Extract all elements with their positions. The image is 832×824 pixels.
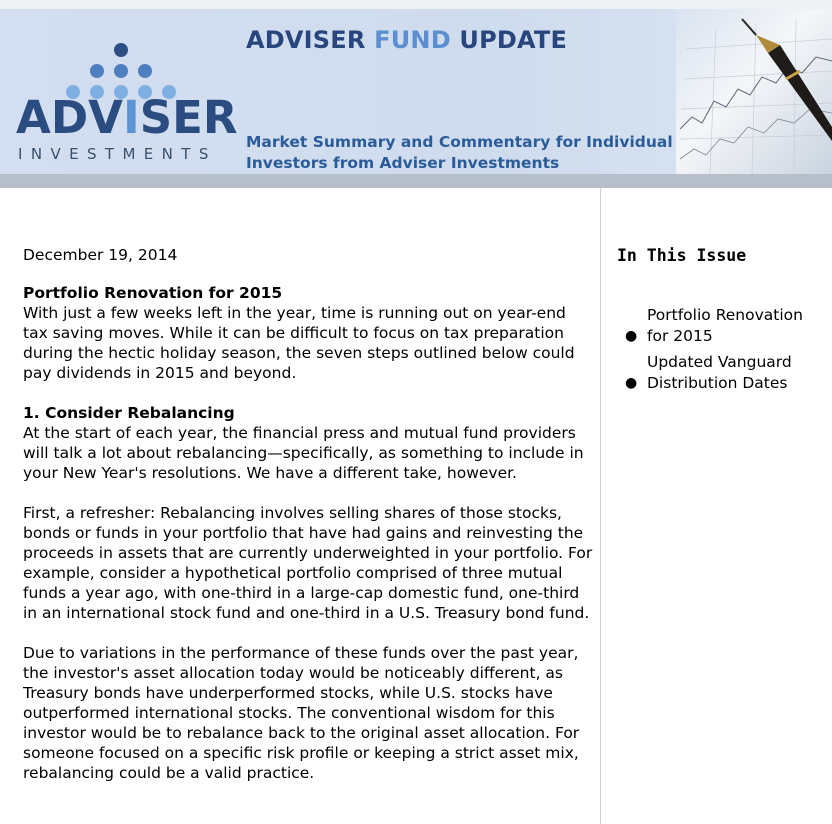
newsletter-content bbox=[0, 188, 832, 824]
section-1-block bbox=[23, 403, 593, 483]
issue-link-portfolio-renovation[interactable]: Portfolio Renovation for 2015 bbox=[647, 306, 803, 345]
issue-item-vanguard-dates bbox=[625, 352, 827, 394]
bullet-icon: ● bbox=[625, 375, 638, 391]
article-intro: With just a few weeks left in the year, time is running out on year-end tax saving moves. While it can be difficult to focus on tax preparation during the hectic holiday season, the seven steps outlined below could pay dividends in 2015 and beyond. bbox=[23, 304, 575, 382]
issue-list bbox=[617, 305, 827, 394]
sidebar-title: In This Issue bbox=[617, 246, 747, 265]
article-heading: Portfolio Renovation for 2015 bbox=[23, 284, 283, 302]
newsletter-subtitle: Market Summary and Commentary for Individual Investors from Adviser Investments bbox=[246, 133, 673, 172]
in-this-issue-sidebar bbox=[617, 246, 827, 399]
newsletter-banner bbox=[0, 9, 832, 174]
issue-item-portfolio-renovation bbox=[625, 305, 827, 347]
issue-link-vanguard-dates[interactable]: Updated Vanguard Distribution Dates bbox=[647, 353, 792, 392]
section-1-paragraph-2: First, a refresher: Rebalancing involves selling shares of those stocks, bonds or funds in your portfolio that have had gains and reinvesting the proceeds in assets that are currently underweighted in your portfolio. For example, consider a hypothetical portfolio comprised of three mutual funds a year ago, with one-third in a large-cap domestic fund, one-third in an international stock fund and one-third in a U.S. Treasury bond fund. bbox=[23, 504, 593, 622]
chart-and-pen-photo bbox=[676, 9, 832, 174]
section-1-paragraph-3: Due to variations in the performance of these funds over the past year, the investor's asset allocation today would be noticeably different, as Treasury bonds have underperformed stocks, while U.S. stocks have outperformed international stocks. The conventional wisdom for this investor would be to rebalance back to the original asset allocation. For someone focused on a specific risk profile or keeping a strict asset mix, rebalancing could be a valid practice. bbox=[23, 644, 580, 782]
bullet-icon: ● bbox=[625, 328, 638, 344]
logo-wordmark: ADVISER bbox=[16, 91, 238, 144]
banner-bottom-bar bbox=[0, 174, 832, 188]
article-intro-block bbox=[23, 283, 593, 383]
issue-date: December 19, 2014 bbox=[23, 246, 178, 264]
section-1-heading: 1. Consider Rebalancing bbox=[23, 404, 235, 422]
section-1-paragraph-1: At the start of each year, the financial press and mutual fund providers will talk a lot about rebalancing—specifically, as something to include in your New Year's resolutions. We have a different take, however. bbox=[23, 424, 584, 482]
column-divider bbox=[600, 188, 601, 824]
article bbox=[23, 245, 593, 803]
top-strip bbox=[0, 0, 832, 9]
adviser-investments-logo bbox=[16, 9, 238, 174]
logo-dots-icon bbox=[16, 9, 231, 99]
newsletter-title: ADVISER FUND UPDATE bbox=[246, 26, 568, 54]
logo-tagline: INVESTMENTS bbox=[18, 145, 217, 163]
